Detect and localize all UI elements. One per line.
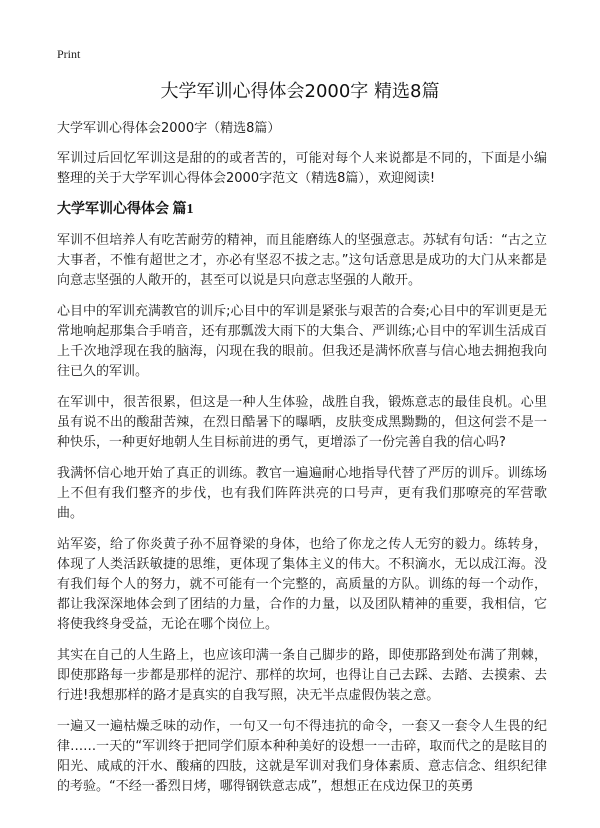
paragraph: 在军训中，很苦很累，但这是一种人生体验，战胜自我，锻炼意志的最佳良机。心里虽有说不出的酸甜苦辣，在烈日酷暑下的曝晒，皮肤变成黑黝黝的，但这何尝不是一种快乐，一种更好地朝人生目标前进的勇气，更增添了一份完善自我的信心吗?	[57, 395, 547, 450]
print-link[interactable]: Print	[57, 47, 81, 61]
paragraph: 一遍又一遍枯燥乏味的动作，一句又一句不得违抗的命令，一套又一套令人生畏的纪律……一天的“军训终于把同学们原本种种美好的设想一一击碎，取而代之的是眩目的阳光、咸咸的汗水、酸痛的四肢，这就是军训对我们身体素质、意志信念、组织纪律的考验。“不经一番烈日烤，哪得钢铁意志成”，想想正在戍边保卫的英勇	[57, 719, 547, 794]
paragraph: 军训不但培养人有吃苦耐劳的精神，而且能磨练人的坚强意志。苏轼有句话：“古之立大事者，不惟有超世之才，亦必有坚忍不拔之志。”这句话意思是成功的大门从来都是向意志坚强的人敞开的，甚至可以说是只向意志坚强的人敞开。	[57, 233, 547, 288]
paragraph: 我满怀信心地开始了真正的训练。教官一遍遍耐心地指导代替了严厉的训斥。训练场上不但有我们整齐的步伐，也有我们阵阵洪亮的口号声，更有我们那嘹亮的军营歌曲。	[57, 466, 547, 521]
article-subtitle: 大学军训心得体会2000字（精选8篇）	[57, 121, 281, 136]
section-heading: 大学军训心得体会 篇1	[57, 202, 194, 217]
article-body	[57, 119, 547, 808]
paragraph: 心目中的军训充满教官的训斥;心目中的军训是紧张与艰苦的合奏;心目中的军训更是无常地响起那集合手哨音，还有那瓢泼大雨下的大集合、严训练;心目中的军训生活成百上千次地浮现在我的脑海，闪现在我的眼前。但我还是满怀欣喜与信心地去拥抱我向往已久的军训。	[57, 304, 547, 379]
paragraph: 站军姿，给了你炎黄子孙不屈脊梁的身体，也给了你龙之传人无穷的毅力。练转身，体现了人类活跃敏捷的思维，更体现了集体主义的伟大。不积滴水，无以成江海。没有我们每个人的努力，就不可能有一个完整的，高质量的方队。训练的每一个动作，都让我深深地体会到了团结的力量，合作的力量，以及团队精神的重要，我相信，它将使我终身受益，无论在哪个岗位上。	[57, 537, 547, 632]
page-title: 大学军训心得体会2000字 精选8篇	[160, 81, 440, 102]
paragraph: 其实在自己的人生路上，也应该印满一条自己脚步的路，即使那路到处布满了荆棘，即使那路每一步都是那样的泥泞、那样的坎坷，也得让自己去踩、去踏、去摸索、去行进!我想那样的路才是真实的自我写照，决无半点虚假伪装之意。	[57, 648, 547, 703]
intro-paragraph: 军训过后回忆军训这是甜的的或者苦的，可能对每个人来说都是不同的，下面是小编整理的关于大学军训心得体会2000字范文（精选8篇），欢迎阅读!	[57, 151, 547, 186]
